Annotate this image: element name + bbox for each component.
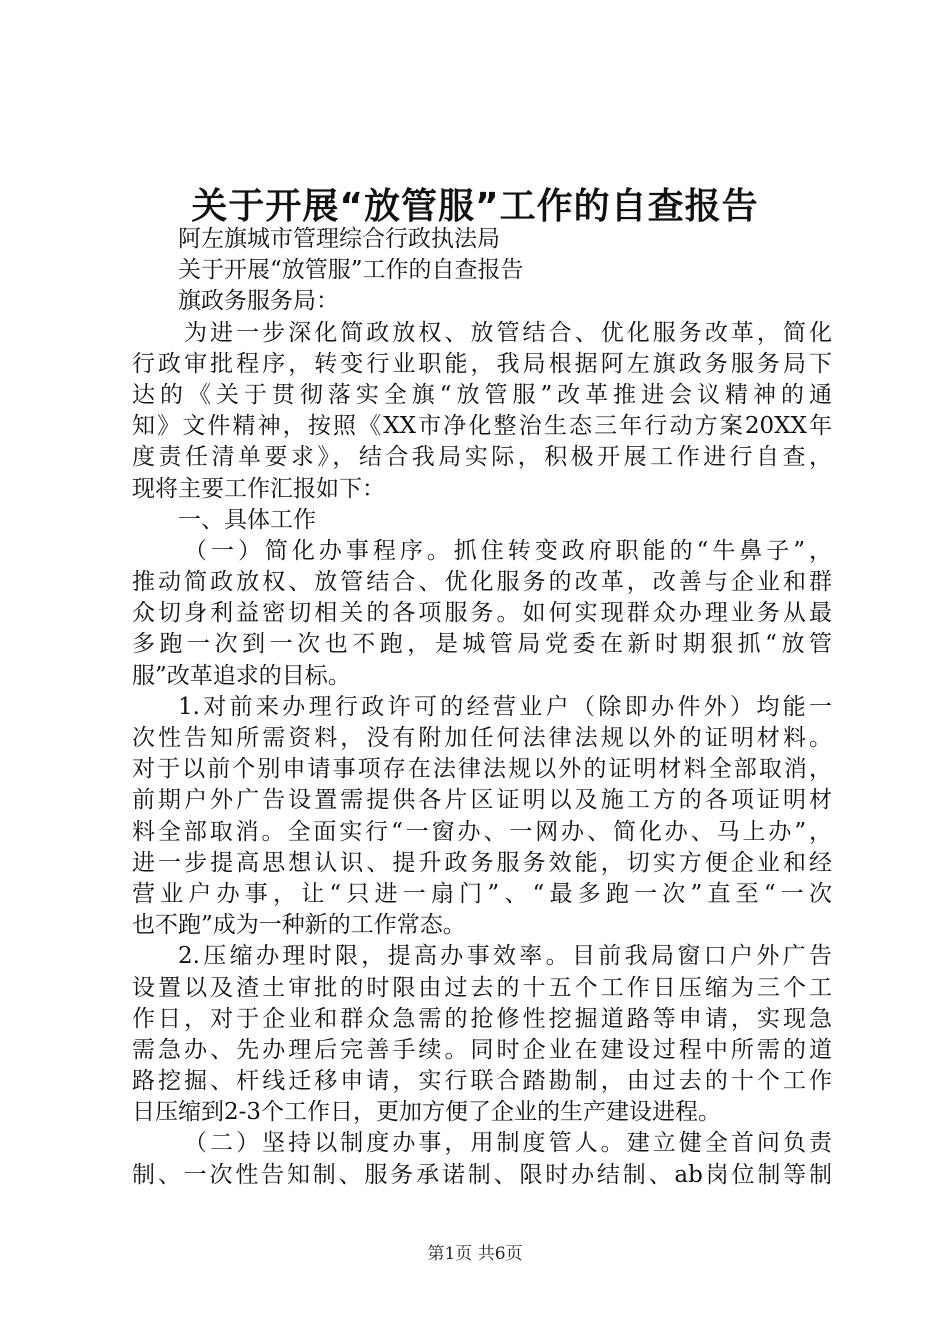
recipient-line: 旗政务服务局： <box>178 288 339 315</box>
document-title: 关于开展“放管服”工作的自查报告 <box>191 186 759 227</box>
paragraph-line: （二）坚持以制度办事，用制度管人。建立健全首问负责 <box>184 1130 832 1157</box>
paragraph-line: 知》文件精神，按照《XX市净化整治生态三年行动方案20XX年 <box>132 413 832 440</box>
paragraph-line: 前期户外广告设置需提供各片区证明以及施工方的各项证明材 <box>132 787 832 814</box>
paragraph-line: 营业户办事，让“只进一扇门”、“最多跑一次”直至“一次 <box>132 880 832 907</box>
paragraph-line: 为进一步深化简政放权、放管结合、优化服务改革，简化 <box>184 319 832 346</box>
paragraph-line: 服”改革追求的目标。 <box>132 662 351 689</box>
paragraph-line: 作日，对于企业和群众急需的抢修性挖掘道路等申请，实现急 <box>132 1005 832 1032</box>
paragraph-line: 设置以及渣土审批的时限由过去的十五个工作日压缩为三个工 <box>132 974 832 1001</box>
paragraph-line: 料全部取消。全面实行“一窗办、一网办、简化办、马上办”， <box>132 818 832 845</box>
paragraph-line: 日压缩到2-3个工作日，更加方便了企业的生产建设进程。 <box>132 1099 722 1126</box>
paragraph-line: 推动简政放权、放管结合、优化服务的改革，改善与企业和群 <box>132 569 832 596</box>
paragraph-line: 度责任清单要求》，结合我局实际，积极开展工作进行自查， <box>132 444 832 471</box>
paragraph-line: 众切身利益密切相关的各项服务。如何实现群众办理业务从最 <box>132 600 832 627</box>
paragraph-line: 多跑一次到一次也不跑，是城管局党委在新时期狠抓“放管 <box>132 631 832 658</box>
paragraph-line: 达的《关于贯彻落实全旗“放管服”改革推进会议精神的通 <box>132 381 832 408</box>
paragraph-line: 现将主要工作汇报如下： <box>132 475 385 502</box>
paragraph-line: 对于以前个别申请事项存在法律法规以外的证明材料全部取消， <box>132 756 832 783</box>
report-subtitle: 关于开展“放管服”工作的自查报告 <box>178 257 524 284</box>
page-number-footer: 第1页 共6页 <box>427 1244 523 1264</box>
document-body <box>132 224 832 1191</box>
section-heading: 一、具体工作 <box>178 506 316 533</box>
paragraph-line: 进一步提高思想认识、提升政务服务效能，切实方便企业和经 <box>132 849 832 876</box>
paragraph-line: 需急办、先办理后完善手续。同时企业在建设过程中所需的道 <box>132 1036 832 1063</box>
paragraph-line: 路挖掘、杆线迁移申请，实行联合踏勘制，由过去的十个工作 <box>132 1068 832 1095</box>
paragraph-line: 次性告知所需资料，没有附加任何法律法规以外的证明材料。 <box>132 725 832 751</box>
paragraph-line: 也不跑”成为一种新的工作常态。 <box>132 912 466 939</box>
paragraph-line: 1.对前来办理行政许可的经营业户（除即办件外）均能一 <box>178 693 832 720</box>
paragraph-line: 制、一次性告知制、服务承诺制、限时办结制、ab岗位制等制 <box>132 1161 832 1188</box>
issuing-agency: 阿左旗城市管理综合行政执法局 <box>178 226 500 252</box>
paragraph-line: （一）简化办事程序。抓住转变政府职能的“牛鼻子”， <box>184 537 832 564</box>
paragraph-line: 2.压缩办理时限，提高办事效率。目前我局窗口户外广告 <box>178 943 832 970</box>
paragraph-line: 行政审批程序，转变行业职能，我局根据阿左旗政务服务局下 <box>132 350 832 377</box>
